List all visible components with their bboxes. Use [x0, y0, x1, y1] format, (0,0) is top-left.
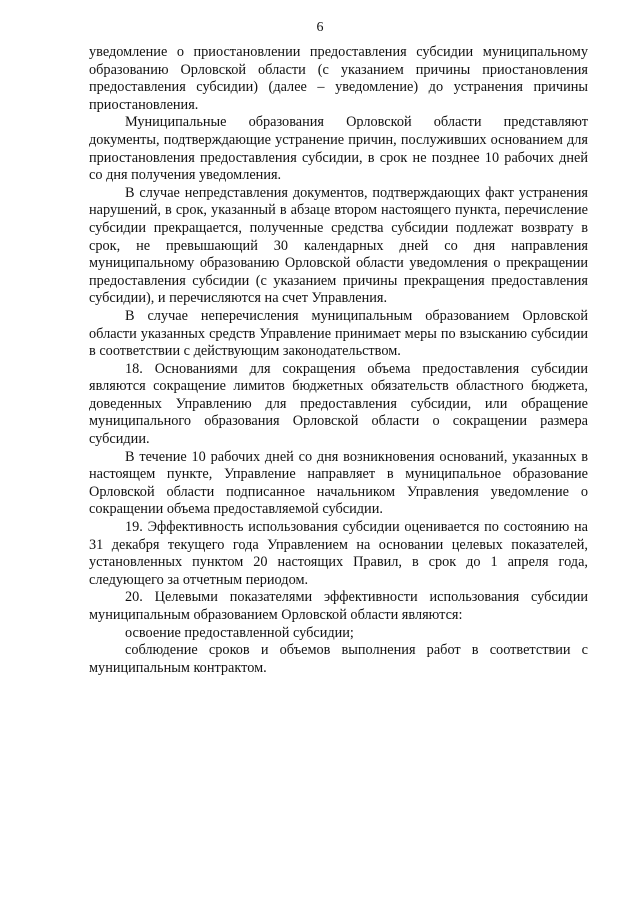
- page-number: 6: [316, 20, 324, 35]
- paragraph-reduction-notice: В течение 10 рабочих дней со дня возникновения оснований, указанных в настоящем пункте, Управление направляет в муниципальное образование Орловской области подписанное начальником Управления уведомление о сокращении объема предоставляемой субсидии.: [89, 448, 588, 518]
- document-body: [89, 44, 588, 677]
- paragraph-indicator-utilization: освоение предоставленной субсидии;: [125, 624, 354, 641]
- paragraph-non-transfer: В случае неперечисления муниципальным образованием Орловской области указанных средств Управление принимает меры по взысканию субсидии в соответствии с действующим законодательством.: [89, 307, 588, 360]
- paragraph-18-reduction-grounds: 18. Основаниями для сокращения объема предоставления субсидии являются сокращение лимитов бюджетных обязательств областного бюджета, доведенных Управлению для предоставления субсидии, или обращение муниципального образования Орловской области о сокращении размера субсидии.: [89, 360, 588, 448]
- paragraph-suspension-notice: уведомление о приостановлении предоставления субсидии муниципальному образованию Орловской области (с указанием причины приостановления предоставления субсидии) (далее – уведомление) до устранения причины приостановления.: [89, 44, 588, 113]
- paragraph-19-efficiency: 19. Эффективность использования субсидии оценивается по состоянию на 31 декабря текущего года Управлением на основании целевых показателей, установленных пунктом 20 настоящих Правил, в срок до 1 апреля года, следующего за отчетным периодом.: [89, 519, 588, 588]
- paragraph-indicator-compliance: соблюдение сроков и объемов выполнения работ в соответствии с муниципальным контрактом.: [89, 642, 588, 676]
- paragraph-non-submission: В случае непредставления документов, подтверждающих факт устранения нарушений, в срок, указанный в абзаце втором настоящего пункта, перечисление субсидии прекращается, полученные средства субсидии подлежат возврату в срок, не превышающий 30 календарных дней со дня направления муниципальному образованию Орловской области уведомления о прекращении предоставления субсидии (с указанием причины прекращения предоставления субсидии), и перечисляются на счет Управления.: [89, 184, 588, 307]
- paragraph-20-target-indicators: 20. Целевыми показателями эффективности использования субсидии муниципальным образованием Орловской области являются:: [89, 589, 588, 623]
- paragraph-documents-submission: Муниципальные образования Орловской области представляют документы, подтверждающие устранение причин, послуживших основанием для приостановления предоставления субсидии, в срок не позднее 10 рабочих дней со дня получения уведомления.: [89, 114, 588, 184]
